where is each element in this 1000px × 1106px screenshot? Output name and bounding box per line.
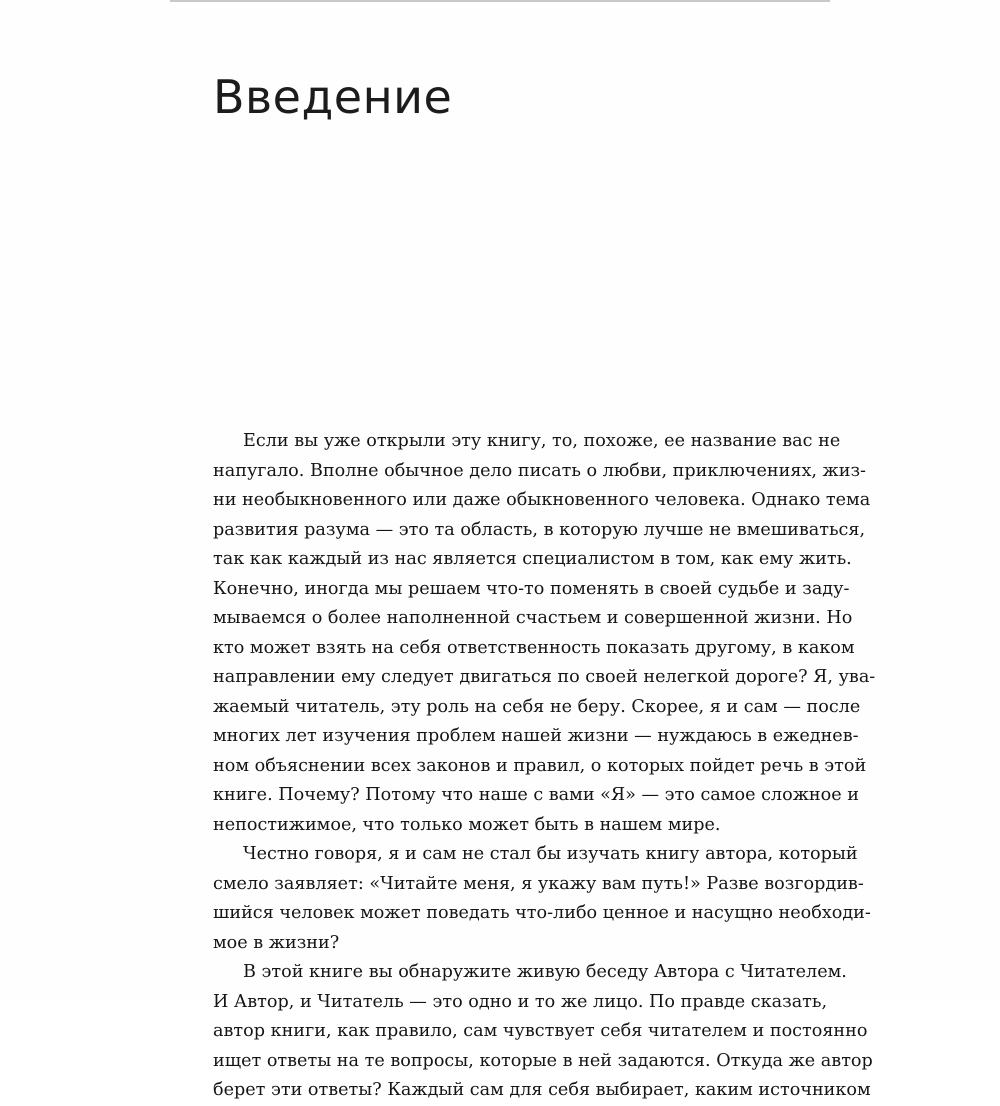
text-line: Если вы уже открыли эту книгу, то, похоже, ее название вас не [243, 431, 841, 451]
text-line: И Автор, и Читатель — это одно и то же лицо. По правде сказать, [213, 991, 828, 1012]
text-line: ном объяснении всех законов и правил, о которых пойдет речь в этой [213, 755, 867, 776]
chapter-title: Введение [213, 70, 453, 124]
text-line: жаемый читатель, эту роль на себя не беру. Скорее, я и сам — после [213, 696, 861, 717]
text-line: непостижимое, что только может быть в нашем мире. [213, 814, 721, 835]
paragraph [213, 427, 876, 840]
text-line: многих лет изучения проблем нашей жизни — нуждаюсь в ежеднев- [213, 726, 859, 746]
text-line: мое в жизни? [213, 932, 340, 953]
paragraph [213, 958, 873, 1106]
text-line: В этой книге вы обнаружите живую беседу Автора с Читателем. [243, 962, 847, 982]
text-line: мываемся о более наполненной счастьем и совершенной жизни. Но [213, 608, 853, 628]
text-line: ни необыкновенного или даже обыкновенного человека. Однако тема [213, 490, 871, 510]
text-line: шийся человек может поведать что-либо ценное и насущно необходи- [213, 903, 871, 923]
body-text [213, 427, 876, 1106]
text-line: смело заявляет: «Читайте меня, я укажу вам путь!» Разве возгордив- [213, 873, 864, 894]
text-line: Конечно, иногда мы решаем что-то поменять в своей судьбе и заду- [213, 578, 850, 599]
text-line: берет эти ответы? Каждый сам для себя выбирает, каким источником [213, 1080, 871, 1100]
text-line: Честно говоря, я и сам не стал бы изучать книгу автора, который [243, 844, 858, 864]
text-line: книге. Почему? Потому что наше с вами «Я» — это самое сложное и [213, 785, 859, 805]
text-line: напугало. Вполне обычное дело писать о любви, приключениях, жиз- [213, 460, 867, 481]
text-line: развития разума — это та область, в которую лучше не вмешиваться, [213, 519, 866, 540]
text-line: направлении ему следует двигаться по своей нелегкой дороге? Я, ува- [213, 667, 876, 687]
top-rule [170, 0, 830, 2]
text-line: кто может взять на себя ответственность показать другому, в каком [213, 637, 855, 658]
text-line: так как каждый из нас является специалистом в том, как ему жить. [213, 549, 852, 569]
text-line: автор книги, как правило, сам чувствует себя читателем и постоянно [213, 1021, 868, 1041]
text-line: ищет ответы на те вопросы, которые в ней задаются. Откуда же автор [213, 1050, 873, 1071]
paragraph [213, 840, 871, 958]
